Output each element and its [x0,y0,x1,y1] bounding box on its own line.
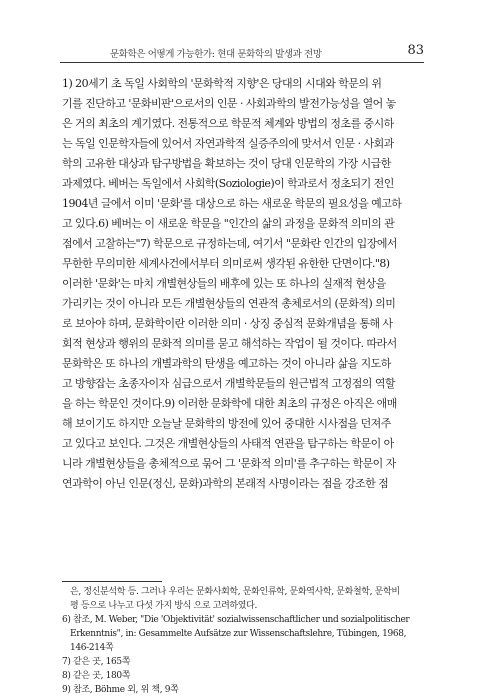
footnote-line: 평 등으로 나누고 다섯 가지 방식 으로 고려하였다. [70,601,257,611]
body-text [62,74,428,494]
footnote-line: 9) 참조, Böhme 외, 위 책, 9쪽 [62,685,179,695]
running-header [60,42,424,63]
body-line: 회적 현상과 행위의 문화적 의미를 묻고 해석하는 작업이 될 것이다. 따라서 [62,337,397,350]
running-title: 문화학은 어떻게 가능한가: 현대 문화학의 발생과 전망 [110,49,322,60]
body-line: 로 보아야 하며, 문화학이란 이러한 의미 · 상징 중심적 문화개념을 통해 사 [62,317,393,330]
body-line: 고 방향잡는 초종자이자 심급으로서 개별학문들의 원근법적 고정점의 역할 [62,377,395,390]
footnote-divider [62,581,162,582]
body-line: 가리키는 것이 아니라 모든 개별현상들의 연관적 총체로서의 (문화적) 의미 [62,297,396,310]
footnote-line: 은, 정신분석학 등. 그러나 우리는 문화사회학, 문화인류학, 문화역사학, 문화철학, 문학비 [70,587,400,597]
body-line: 1) 20세기 초 독일 사회학의 '문화학적 지향'은 당대의 시대와 학문의 위 [62,77,382,90]
body-line: 을 하는 학문인 것이다.9) 이러한 문화학에 대한 최초의 규정은 아직은 애매 [62,397,397,410]
page-number: 83 [407,43,424,58]
body-line: 과제였다. 베버는 독일에서 사회학(Soziologie)이 학과로서 정초되기 전인 [62,177,394,190]
body-line: 니라 개별현상들을 총체적으로 묶어 그 '문화적 의미'를 추구하는 학문이 자 [62,457,396,470]
body-line: 무한한 무의미한 세계사건에서부터 의미로써 생각된 유한한 단면이다."8) [62,257,390,270]
footnote-line: 8) 같은 곳, 180쪽 [62,671,131,681]
body-line: 고 있다.6) 베버는 이 새로운 학문을 "인간의 삶의 과정을 문화적 의미의 관 [62,217,395,230]
body-line: 학의 고유한 대상과 탐구방법을 확보하는 것이 당대 인문학의 가장 시급한 [62,157,391,170]
body-line: 고 있다고 보인다. 그것은 개별현상들의 사태적 연관을 탐구하는 학문이 아 [62,437,394,450]
body-line: 해 보이기도 하지만 오늘날 문화학의 방전에 있어 중대한 시사점을 던져주 [62,417,391,430]
footnote-line: 146-214쪽 [70,643,114,653]
body-line: 연과학이 아닌 인문(정신, 문화)과학의 본래적 사명이라는 점을 강조한 점 [62,477,389,490]
body-line: 점에서 고찰하는"7) 학문으로 규정하는데, 여기서 "문화란 인간의 입장에서 [62,237,397,250]
body-line: 기를 진단하고 '문화비판'으로서의 인문 · 사회과학의 발전가능성을 열어 놓 [62,97,396,110]
footnote-line: 6) 참조, M. Weber, "Die 'Objektivität' sozialwissenschaftlicher und sozialpolitischer [62,615,410,625]
body-line: 1904년 글에서 이미 '문화'를 대상으로 하는 새로운 학문의 필요성을 예고하 [62,197,402,210]
body-line: 이러한 '문화'는 마치 개별현상들의 배후에 있는 또 하나의 실재적 현상을 [62,277,386,290]
footnote-line: 7) 같은 곳, 165쪽 [62,657,131,667]
footnotes [62,585,434,697]
body-line: 는 독일 인문학자들에 있어서 자연과학적 실증주의에 맞서서 인문 · 사회과 [62,137,394,150]
footnote-line: Erkenntnis", in: Gesammelte Aufsätze zur Wissenschaftslehre, Tübingen, 1968, [70,629,407,639]
body-line: 은 거의 최초의 계기였다. 전통적으로 학문적 체계와 방법의 정초를 중시하 [62,117,394,130]
body-line: 문화학은 또 하나의 개별과학의 탄생을 예고하는 것이 아니라 삶을 지도하 [62,357,391,370]
